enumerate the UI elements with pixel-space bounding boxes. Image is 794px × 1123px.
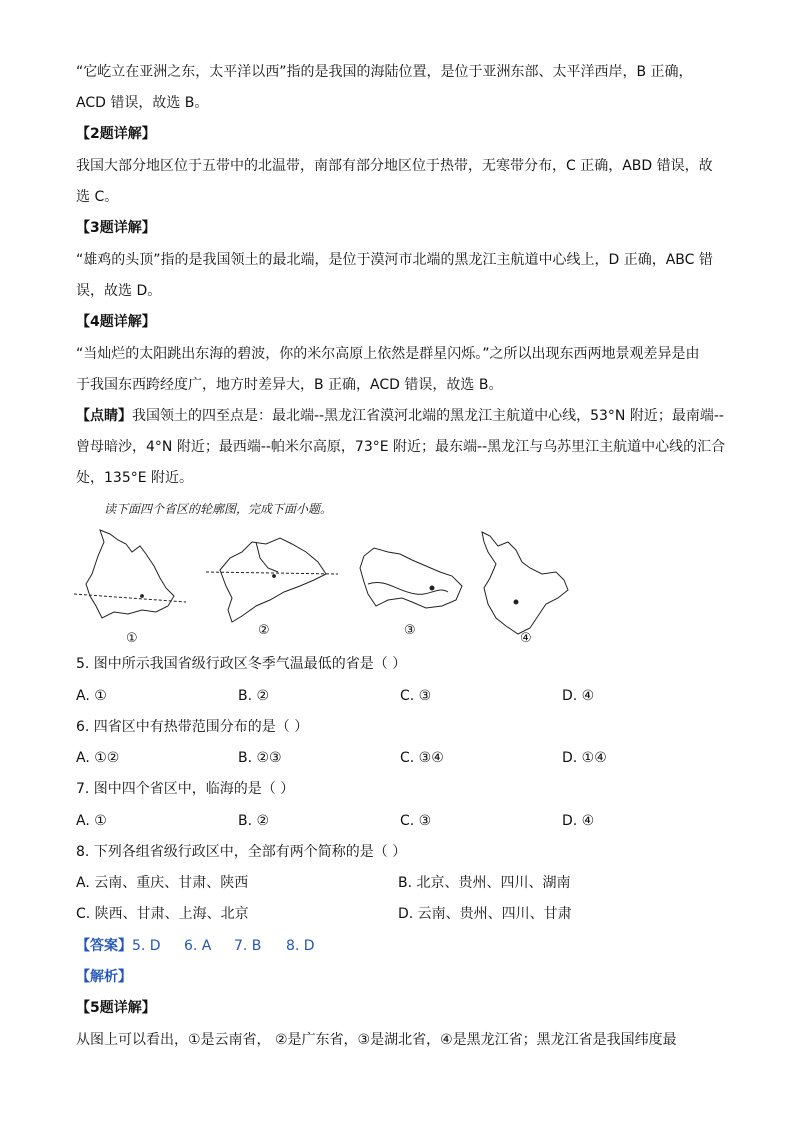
dianjing-line-3: 处，135°E 附近。 bbox=[76, 470, 194, 486]
map-label-4: ④ bbox=[520, 631, 532, 646]
map-label-3: ③ bbox=[404, 623, 416, 638]
q7-option-c: C. ③ bbox=[400, 813, 432, 829]
paragraph-4-line-1: “当灿烂的太阳跳出东海的碧波，你的米尔高原上依然是群星闪烁。”之所以出现东西两地景观差异是由 bbox=[76, 346, 700, 362]
q6-option-d: D. ①④ bbox=[562, 750, 607, 766]
province-outline-figure bbox=[70, 522, 590, 648]
q6-option-c: C. ③④ bbox=[400, 750, 444, 766]
dianjing-line-2: 曾母暗沙，4°N 附近；最西端--帕米尔高原，73°E 附近；最东端--黑龙江与乌苏里江主航道中心线的汇合 bbox=[76, 439, 726, 455]
q6-option-a: A. ①② bbox=[76, 750, 120, 766]
q7-option-a: A. ① bbox=[76, 813, 107, 829]
analysis-paragraph-line-1: 从图上可以看出，①是云南省， ②是广东省，③是湖北省，④是黑龙江省；黑龙江省是我国纬度最 bbox=[76, 1032, 677, 1048]
q5-option-c: C. ③ bbox=[400, 688, 432, 704]
q8-option-c: C. 陕西、甘肃、上海、北京 bbox=[76, 906, 249, 922]
paragraph-2-line-1: 我国大部分地区位于五带中的北温带，南部有部分地区位于热带，无寒带分布，C 正确，ABD 错误，故 bbox=[76, 158, 713, 174]
map-heilongjiang bbox=[482, 532, 568, 634]
map-yunnan bbox=[74, 530, 186, 618]
question-8-stem: 8. 下列各组省级行政区中，全部有两个简称的是（ ） bbox=[76, 844, 407, 860]
map-label-1: ① bbox=[126, 631, 138, 646]
figure-caption: 读下面四个省区的轮廓图，完成下面小题。 bbox=[104, 502, 333, 516]
paragraph-1-line-2: ACD 错误，故选 B。 bbox=[76, 95, 209, 111]
answer-label: 【答案】 bbox=[76, 938, 132, 954]
q7-option-d: D. ④ bbox=[562, 813, 595, 829]
answer-6: 6. A bbox=[184, 938, 212, 954]
q8-option-a: A. 云南、重庆、甘肃、陕西 bbox=[76, 875, 249, 891]
answer-8: 8. D bbox=[286, 938, 315, 954]
map-guangdong bbox=[206, 538, 338, 622]
paragraph-2-line-2: 选 C。 bbox=[76, 189, 119, 205]
paragraph-1-line-1: “它屹立在亚洲之东，太平洋以西”指的是我国的海陆位置，是位于亚洲东部、太平洋西岸，B 正确， bbox=[76, 64, 693, 80]
dianjing-text-1: 我国领土的四至点是：最北端--黑龙江省漠河北端的黑龙江主航道中心线，53°N 附近；最南端-- bbox=[132, 408, 724, 424]
q7-option-b: B. ② bbox=[238, 813, 270, 829]
q5-option-b: B. ② bbox=[238, 688, 270, 704]
heading-q4-detail: 【4题详解】 bbox=[76, 314, 156, 330]
analysis-label: 【解析】 bbox=[76, 969, 132, 985]
paragraph-3-line-1: “雄鸡的头顶”指的是我国领土的最北端，是位于漠河市北端的黑龙江主航道中心线上，D 正确，ABC 错 bbox=[76, 252, 713, 268]
q6-option-b: B. ②③ bbox=[238, 750, 282, 766]
q8-option-b: B. 北京、贵州、四川、湖南 bbox=[398, 875, 571, 891]
question-6-stem: 6. 四省区中有热带范围分布的是（ ） bbox=[76, 719, 309, 735]
q8-option-d: D. 云南、贵州、四川、甘肃 bbox=[398, 906, 572, 922]
answer-7: 7. B bbox=[234, 938, 262, 954]
question-5-stem: 5. 图中所示我国省级行政区冬季气温最低的省是（ ） bbox=[76, 656, 407, 672]
heading-q2-detail: 【2题详解】 bbox=[76, 126, 156, 142]
dianjing-label: 【点睛】 bbox=[76, 408, 132, 424]
answer-5: 5. D bbox=[132, 938, 161, 954]
dianjing-line-1 bbox=[76, 406, 724, 426]
map-label-2: ② bbox=[258, 623, 270, 638]
map-hubei bbox=[360, 548, 462, 608]
q5-option-d: D. ④ bbox=[562, 688, 595, 704]
heading-q3-detail: 【3题详解】 bbox=[76, 220, 156, 236]
q5-option-a: A. ① bbox=[76, 688, 107, 704]
question-7-stem: 7. 图中四个省区中，临海的是（ ） bbox=[76, 781, 295, 797]
paragraph-4-line-2: 于我国东西跨经度广，地方时差异大，B 正确，ACD 错误，故选 B。 bbox=[76, 377, 503, 393]
paragraph-3-line-2: 误，故选 D。 bbox=[76, 283, 162, 299]
heading-q5-detail: 【5题详解】 bbox=[76, 1000, 156, 1016]
